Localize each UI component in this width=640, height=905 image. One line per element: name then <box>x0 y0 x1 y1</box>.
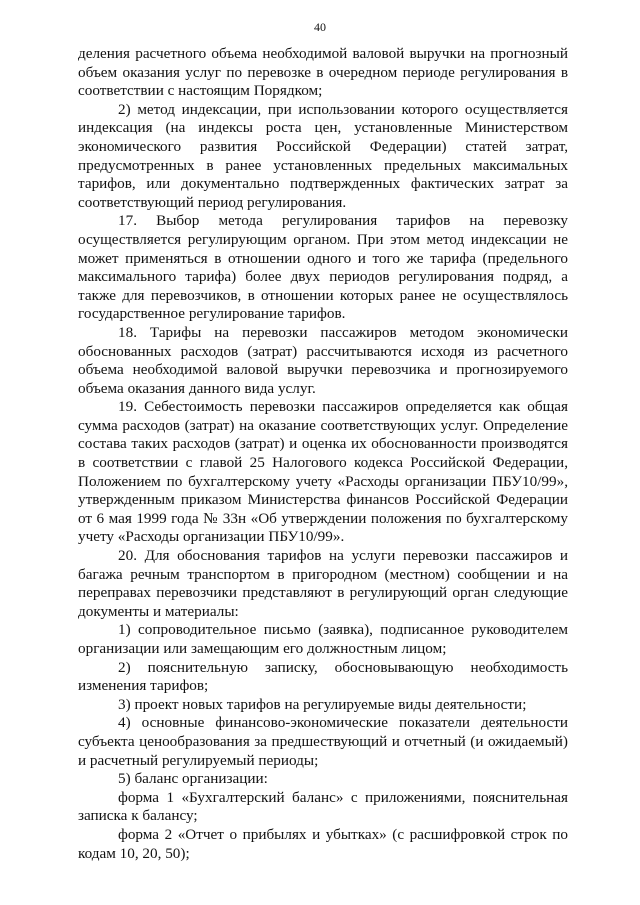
form-1-line: форма 1 «Бухгалтерский баланс» с приложениями, пояснительная записка к балансу; <box>78 788 568 825</box>
document-body <box>78 45 568 863</box>
paragraph-item-2-indexation: 2) метод индексации, при использовании которого осуществляется индексация (на индексы роста цен, установленные Министерством экономического развития Российской Федерации) статей затрат, предусмотренных в ранее установленных предельных максимальных тарифов, или документально подтвержденных фактических затрат за соответствующий период регулирования. <box>78 100 568 211</box>
paragraph-19: 19. Себестоимость перевозки пассажиров определяется как общая сумма расходов (затрат) на оказание соответствующих услуг. Определение состава таких расходов (затрат) и оценка их обоснованности производятся в соответствии с главой 25 Налогового кодекса Российской Федерации, Положением по бухгалтерскому учету «Расходы организации ПБУ10/99», утвержденным приказом Министерства финансов Российской Федерации от 6 мая 1999 года № 33н «Об утверждении положения по бухгалтерскому учету «Расходы организации ПБУ10/99». <box>78 398 568 546</box>
paragraph-17: 17. Выбор метода регулирования тарифов на перевозку осуществляется регулирующим органом. При этом метод индексации не может применяться в отношении одного и того же тарифа (предельного максимального тарифа) более двух периодов регулирования подряд, а также для перевозчиков, в отношении которых ранее не осуществлялось государственное регулирование тарифов. <box>78 212 568 323</box>
paragraph-continuation: деления расчетного объема необходимой валовой выручки на прогнозный объем оказания услуг по перевозке в очередном периоде регулирования в соответствии с настоящим Порядком; <box>78 45 568 100</box>
page-number: 40 <box>314 20 326 34</box>
list-item-5: 5) баланс организации: <box>118 770 268 788</box>
list-item-4: 4) основные финансово-экономические показатели деятельности субъекта ценообразования за предшествующий и отчетный (и ожидаемый) и расчетный регулируемый периоды; <box>78 714 568 769</box>
paragraph-18: 18. Тарифы на перевозки пассажиров методом экономически обоснованных расходов (затрат) рассчитываются исходя из расчетного объема необходимой валовой выручки перевозчика и прогнозируемого объема оказания данного вида услуг. <box>78 323 568 397</box>
list-item-2: 2) пояснительную записку, обосновывающую необходимость изменения тарифов; <box>78 658 568 695</box>
paragraph-20: 20. Для обоснования тарифов на услуги перевозки пассажиров и багажа речным транспортом в пригородном (местном) сообщении и на переправах перевозчики представляют в регулирующий орган следующие документы и материалы: <box>78 547 568 620</box>
form-2-line: форма 2 «Отчет о прибылях и убытках» (с расшифровкой строк по кодам 10, 20, 50); <box>78 825 568 862</box>
list-item-3: 3) проект новых тарифов на регулируемые виды деятельности; <box>118 695 527 713</box>
list-item-1: 1) сопроводительное письмо (заявка), подписанное руководителем организации или замещающим его должностным лицом; <box>78 621 568 657</box>
